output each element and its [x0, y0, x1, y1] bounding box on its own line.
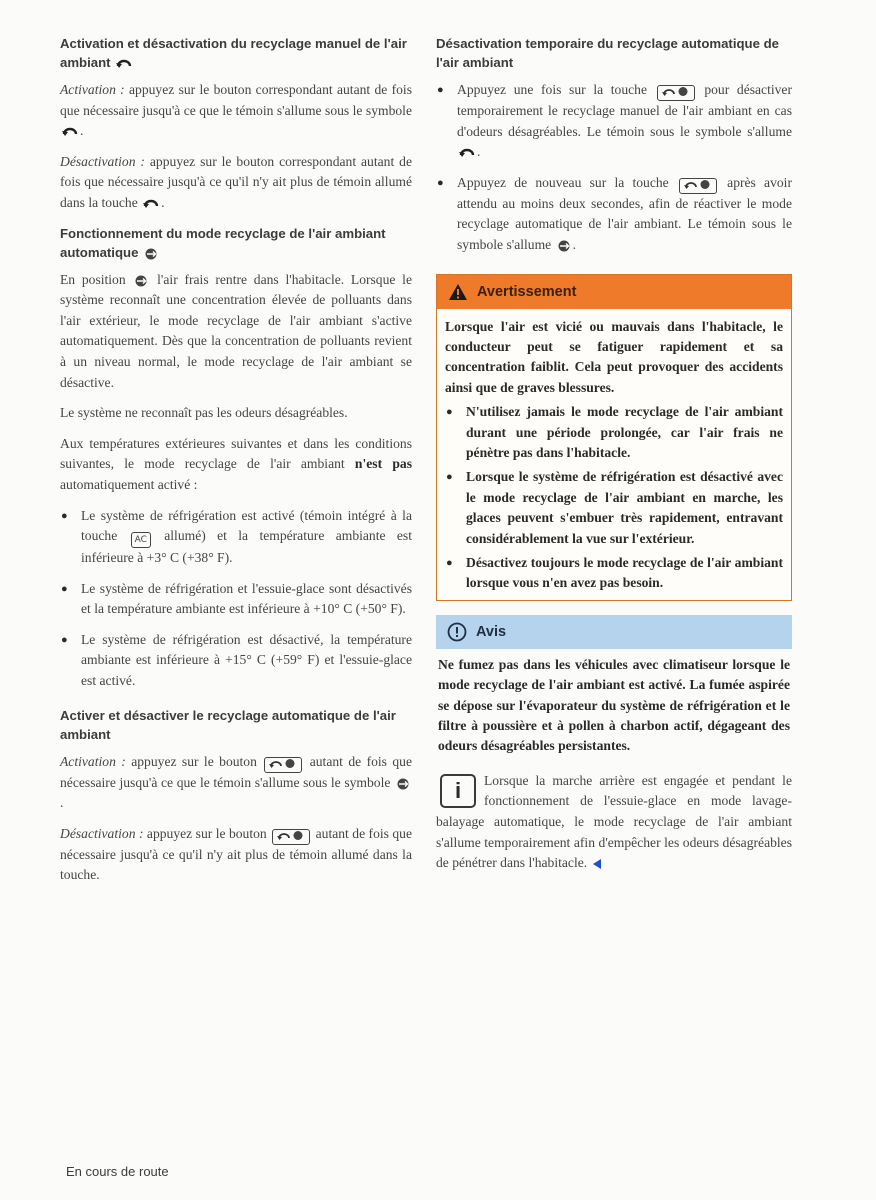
- bullet-item: ● Appuyez de nouveau sur la touche après avoir attendu au moins deux secondes, afin de réactiver le mode recyclage automatique de l'air ambiant. Le témoin sous le symbole s'allume .: [436, 173, 792, 266]
- heading-toggle-auto-recirculation: Activer et désactiver le recyclage automatique de l'air ambiant: [60, 707, 396, 742]
- paragraph-activation: Activation : appuyez sur le bouton correspondant autant de fois que nécessaire jusqu'à ce que le témoin s'allume sous le symbole .: [60, 82, 412, 139]
- info-box-icon: i: [440, 774, 476, 808]
- paragraph-auto-deactivation: Désactivation : appuyez sur le bouton autant de fois que nécessaire jusqu'à ce qu'il n'y ait plus de témoin allumé dans la touche.: [60, 825, 412, 883]
- recirculation-combo-key-icon: [272, 829, 310, 845]
- notice-box: [436, 615, 792, 757]
- warning-title: Avertissement: [477, 283, 577, 300]
- bullet-item: ● Appuyez une fois sur la touche pour désactiver temporairement le recyclage manuel de l'air ambiant en cas d'odeurs désagréables. Le témoin sous le symbole s'allume .: [436, 80, 792, 173]
- heading-auto-recirculation: Fonctionnement du mode recyclage de l'air ambiant automatique: [60, 225, 386, 260]
- recirculation-combo-key-icon: [679, 178, 717, 194]
- bullet-dot: ●: [437, 84, 444, 96]
- warning-bullet: ● Lorsque le système de réfrigération est désactivé avec le mode recyclage de l'air ambiant en marche, les glaces peuvent s'embuer très rapidement, entravant considérablement la vue sur l'extérieur.: [445, 467, 783, 553]
- left-column: [60, 34, 412, 896]
- paragraph-deactivation: Désactivation : appuyez sur le bouton correspondant autant de fois que nécessaire jusqu'à ce qu'il n'y ait plus de témoin allumé dans la touche .: [60, 153, 412, 210]
- bullet-dot: ●: [61, 633, 68, 646]
- heading-manual-recirculation: Activation et désactivation du recyclage manuel de l'air ambiant: [60, 36, 407, 70]
- ac-key-icon: AC: [131, 532, 151, 548]
- bullet-item: ● Le système de réfrigération et l'essuie-glace sont désactivés et la température ambiante est inférieure à +10° C (+50° F).: [60, 579, 412, 630]
- end-of-section-triangle-icon: [592, 858, 602, 870]
- bullet-dot: ●: [61, 582, 68, 595]
- right-column: [436, 34, 792, 884]
- recirculation-arrow-icon: [115, 58, 133, 70]
- bullet-dot: ●: [446, 557, 453, 570]
- bullet-item: ● Le système de réfrigération est désactivé, la température ambiante est inférieure à +15° C (+59° F) et l'essuie-glace est activé.: [60, 630, 412, 702]
- auto-recirculation-icon: [556, 240, 572, 252]
- warning-box: [436, 274, 792, 601]
- notice-header: [436, 615, 792, 649]
- recirculation-combo-key-icon: [657, 85, 695, 101]
- bullet-dot: ●: [446, 471, 453, 484]
- warning-header: [437, 275, 791, 309]
- info-note: [436, 771, 792, 874]
- auto-recirculation-icon: [133, 275, 149, 287]
- recirculation-arrow-icon: [458, 147, 476, 159]
- recirculation-arrow-icon: [61, 126, 79, 138]
- notice-paragraph: Ne fumez pas dans les véhicules avec climatiseur lorsque le mode recyclage de l'air ambiant est activé. La fumée aspirée se dépose sur l'évaporateur du système de réfrigération et le filtre à poussière et à pollen à charbon actif, dégageant des odeurs désagréables persistantes.: [438, 656, 790, 754]
- recirculation-arrow-icon: [142, 198, 160, 210]
- info-paragraph: Lorsque la marche arrière est engagée et pendant le fonctionnement de l'essuie-glace en mode lavage-balayage automatique, le mode recyclage de l'air ambiant s'allume temporairement afin d'empêcher les odeurs désagréables de pénétrer dans l'habitacle.: [436, 772, 792, 871]
- paragraph-odours: Le système ne reconnaît pas les odeurs désagréables.: [60, 405, 348, 421]
- warning-bullet: ● Désactivez toujours le mode recyclage de l'air ambiant lorsque vous n'en avez pas besoin.: [445, 553, 783, 598]
- heading-temporary-deactivation: Désactivation temporaire du recyclage automatique de l'air ambiant: [436, 36, 779, 70]
- warning-bullet: ● N'utilisez jamais le mode recyclage de l'air ambiant durant une période prolongée, car l'air frais ne pénètre pas dans l'habitacle.: [445, 402, 783, 467]
- paragraph-conditions: Aux températures extérieures suivantes et dans les conditions suivantes, le mode recyclage de l'air ambiant n'est pas automatiquement activé :: [60, 435, 412, 492]
- paragraph-auto-mode: En position l'air frais rentre dans l'habitacle. Lorsque le système reconnaît une concentration élevée de polluants dans l'air extérieur, le mode recyclage de l'air ambiant s'active automatiquement. Dès que la concentration de polluants revient à un niveau normal, le mode recyclage de l'air ambiant se désactive.: [60, 271, 412, 390]
- auto-recirculation-icon: [143, 248, 159, 260]
- bullet-dot: ●: [61, 509, 68, 522]
- bullet-dot: ●: [446, 406, 453, 419]
- paragraph-auto-activation: Activation : appuyez sur le bouton autant de fois que nécessaire jusqu'à ce que le témoin s'allume sous le symbole .: [60, 753, 412, 811]
- warning-triangle-icon: [448, 283, 468, 301]
- notice-circle-icon: [447, 622, 467, 642]
- bullet-item: ● Le système de réfrigération est activé (témoin intégré à la touche AC allumé) et la température ambiante est inférieure à +3° C (+38° F).: [60, 506, 412, 579]
- recirculation-combo-key-icon: [264, 757, 302, 773]
- notice-title: Avis: [476, 623, 507, 640]
- bullet-dot: ●: [437, 176, 444, 189]
- page-footer: En cours de route: [66, 1164, 169, 1179]
- warning-paragraph: Lorsque l'air est vicié ou mauvais dans l'habitacle, le conducteur peut se fatiguer rapidement et sa concentration faiblit. Cela peut provoquer des accidents ainsi que de graves blessures.: [445, 318, 783, 395]
- auto-recirculation-icon: [395, 778, 411, 790]
